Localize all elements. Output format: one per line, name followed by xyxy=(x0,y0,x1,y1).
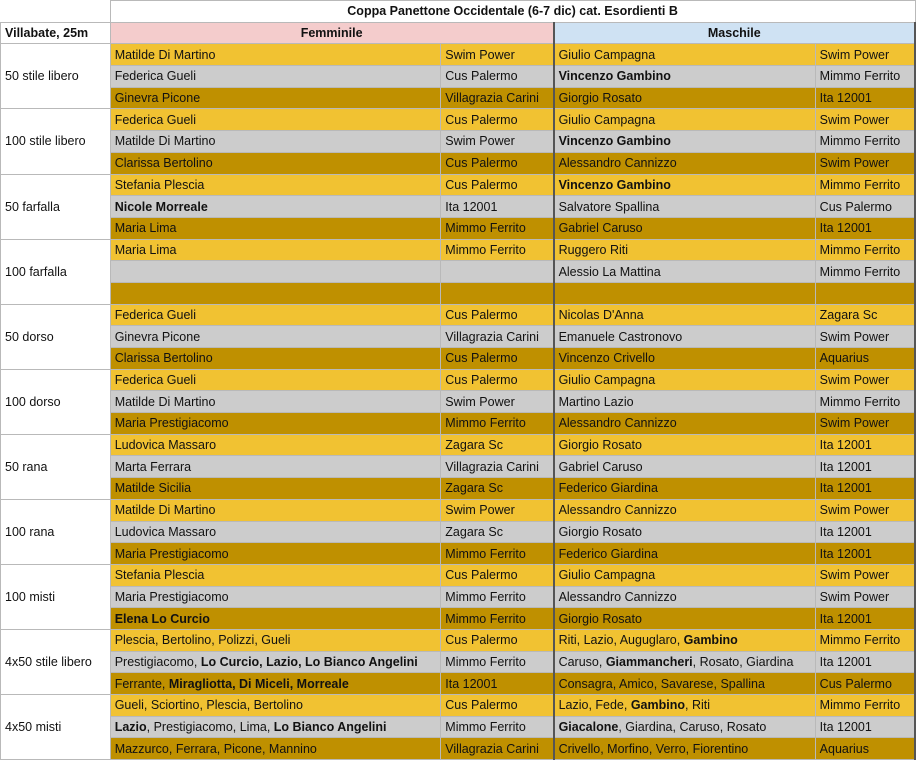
name-text: Giulio Campagna xyxy=(558,568,656,583)
female-team-cell[interactable]: Mimmo Ferrito xyxy=(441,239,554,261)
result-row xyxy=(1,348,916,370)
name-text: Giorgio Rosato xyxy=(558,524,642,539)
male-athlete-cell[interactable] xyxy=(554,66,816,88)
female-team-cell[interactable]: Swim Power xyxy=(441,391,554,413)
male-team-cell[interactable]: Mimmo Ferrito xyxy=(815,695,915,717)
name-text: Federico Giardina xyxy=(558,481,658,496)
female-team-cell[interactable]: Villagrazia Carini xyxy=(441,456,554,478)
female-team-cell[interactable]: Mimmo Ferrito xyxy=(441,608,554,630)
female-team-cell[interactable]: Swim Power xyxy=(441,44,554,66)
name-text: Emanuele Castronovo xyxy=(558,329,683,344)
male-athlete-cell[interactable] xyxy=(554,629,816,651)
result-row xyxy=(1,564,916,586)
name-text: Gabriel Caruso xyxy=(558,221,643,236)
male-team-cell[interactable] xyxy=(815,282,915,304)
title-row xyxy=(1,1,916,23)
event-name[interactable]: 100 dorso xyxy=(1,369,111,434)
female-team-cell[interactable]: Cus Palermo xyxy=(441,369,554,391)
male-team-cell[interactable]: Mimmo Ferrito xyxy=(815,261,915,283)
male-athlete-cell[interactable] xyxy=(554,217,816,239)
male-team-cell[interactable]: Cus Palermo xyxy=(815,196,915,218)
male-athlete-cell[interactable] xyxy=(554,196,816,218)
male-athlete-cell[interactable] xyxy=(554,391,816,413)
female-team-cell[interactable]: Mimmo Ferrito xyxy=(441,413,554,435)
maschile-header[interactable]: Maschile xyxy=(554,22,915,44)
female-team-cell[interactable] xyxy=(441,261,554,283)
female-team-cell[interactable]: Cus Palermo xyxy=(441,348,554,370)
name-text: Matilde Di Martino xyxy=(114,394,216,409)
name-text: Giorgio Rosato xyxy=(558,611,642,626)
result-row xyxy=(1,586,916,608)
event-name[interactable]: 100 stile libero xyxy=(1,109,111,174)
bold-name: Lo Bianco Angelini xyxy=(273,720,387,735)
female-team-cell[interactable]: Cus Palermo xyxy=(441,695,554,717)
male-athlete-cell[interactable] xyxy=(554,369,816,391)
name-text: Vincenzo Crivello xyxy=(558,351,655,366)
female-team-cell[interactable]: Cus Palermo xyxy=(441,152,554,174)
result-row xyxy=(1,44,916,66)
name-text: Stefania Plescia xyxy=(114,568,205,583)
female-athlete-cell[interactable] xyxy=(110,586,441,608)
male-athlete-cell[interactable] xyxy=(554,521,816,543)
male-athlete-cell[interactable] xyxy=(554,716,816,738)
female-athlete-cell[interactable] xyxy=(110,131,441,153)
male-team-cell[interactable]: Swim Power xyxy=(815,109,915,131)
name-text: Plescia, Bertolino, Polizzi, Gueli xyxy=(114,633,291,648)
name-text: Federica Gueli xyxy=(114,69,196,84)
female-athlete-cell[interactable] xyxy=(110,174,441,196)
female-athlete-cell[interactable] xyxy=(110,44,441,66)
name-text: Salvatore Spallina xyxy=(558,199,660,214)
name-text: Maria Lima xyxy=(114,242,177,257)
bold-name: Elena Lo Curcio xyxy=(114,611,210,626)
female-athlete-cell[interactable] xyxy=(110,716,441,738)
female-team-cell[interactable]: Swim Power xyxy=(441,499,554,521)
event-name[interactable]: 50 rana xyxy=(1,434,111,499)
female-team-cell[interactable]: Villagrazia Carini xyxy=(441,738,554,760)
result-row xyxy=(1,543,916,565)
male-athlete-cell[interactable] xyxy=(554,261,816,283)
result-row xyxy=(1,282,916,304)
female-athlete-cell[interactable] xyxy=(110,608,441,630)
result-row xyxy=(1,478,916,500)
bold-name: Vincenzo Gambino xyxy=(558,69,671,84)
name-text: , Riti xyxy=(685,698,710,713)
female-athlete-cell[interactable] xyxy=(110,369,441,391)
name-text: Clarissa Bertolino xyxy=(114,156,213,171)
name-text: , Giardina, Caruso, Rosato xyxy=(618,720,767,735)
header-row xyxy=(1,22,916,44)
result-row xyxy=(1,304,916,326)
male-athlete-cell[interactable] xyxy=(554,586,816,608)
result-row xyxy=(1,673,916,695)
name-text: Ginevra Picone xyxy=(114,91,201,106)
male-athlete-cell[interactable] xyxy=(554,152,816,174)
name-text: Maria Prestigiacomo xyxy=(114,546,229,561)
name-text: Maria Prestigiacomo xyxy=(114,589,229,604)
name-text: Lazio, Fede, xyxy=(558,698,631,713)
male-team-cell[interactable]: Aquarius xyxy=(815,348,915,370)
event-name[interactable]: 100 misti xyxy=(1,564,111,629)
name-text: Matilde Di Martino xyxy=(114,47,216,62)
female-athlete-cell[interactable] xyxy=(110,499,441,521)
female-athlete-cell[interactable] xyxy=(110,152,441,174)
result-row xyxy=(1,261,916,283)
male-athlete-cell[interactable] xyxy=(554,348,816,370)
bold-name: Lazio xyxy=(114,720,147,735)
male-team-cell[interactable]: Ita 12001 xyxy=(815,456,915,478)
bold-name: Miragliotta, Di Miceli, Morreale xyxy=(168,676,349,691)
male-athlete-cell[interactable] xyxy=(554,282,816,304)
male-team-cell[interactable]: Ita 12001 xyxy=(815,651,915,673)
male-team-cell[interactable]: Cus Palermo xyxy=(815,673,915,695)
result-row xyxy=(1,499,916,521)
name-text: Maria Prestigiacomo xyxy=(114,416,229,431)
male-athlete-cell[interactable] xyxy=(554,673,816,695)
name-text: Alessandro Cannizzo xyxy=(558,589,677,604)
male-athlete-cell[interactable] xyxy=(554,499,816,521)
bold-name: Nicole Morreale xyxy=(114,199,208,214)
male-athlete-cell[interactable] xyxy=(554,564,816,586)
female-team-cell[interactable] xyxy=(441,282,554,304)
female-athlete-cell[interactable] xyxy=(110,521,441,543)
result-row xyxy=(1,629,916,651)
femminile-header[interactable]: Femminile xyxy=(110,22,553,44)
name-text: Alessandro Cannizzo xyxy=(558,416,677,431)
name-text: Ludovica Massaro xyxy=(114,524,217,539)
male-team-cell[interactable]: Swim Power xyxy=(815,369,915,391)
event-name[interactable]: 4x50 misti xyxy=(1,695,111,760)
name-text: Nicolas D'Anna xyxy=(558,307,644,322)
male-athlete-cell[interactable] xyxy=(554,651,816,673)
name-text: Clarissa Bertolino xyxy=(114,351,213,366)
event-name[interactable]: 50 farfalla xyxy=(1,174,111,239)
male-athlete-cell[interactable] xyxy=(554,109,816,131)
male-team-cell[interactable]: Ita 12001 xyxy=(815,434,915,456)
male-team-cell[interactable]: Swim Power xyxy=(815,152,915,174)
event-name[interactable]: 100 rana xyxy=(1,499,111,564)
female-athlete-cell[interactable] xyxy=(110,456,441,478)
bold-name: Giammancheri xyxy=(605,654,693,669)
name-text: Giorgio Rosato xyxy=(558,91,642,106)
name-text: Ginevra Picone xyxy=(114,329,201,344)
name-text: , Prestigiacomo, Lima, xyxy=(146,720,274,735)
male-team-cell[interactable]: Mimmo Ferrito xyxy=(815,174,915,196)
female-team-cell[interactable]: Mimmo Ferrito xyxy=(441,716,554,738)
female-team-cell[interactable]: Villagrazia Carini xyxy=(441,87,554,109)
male-team-cell[interactable]: Ita 12001 xyxy=(815,716,915,738)
female-athlete-cell[interactable] xyxy=(110,348,441,370)
result-row xyxy=(1,217,916,239)
name-text: Mazzurco, Ferrara, Picone, Mannino xyxy=(114,741,317,756)
bold-name: Lo Curcio, Lazio, Lo Bianco Angelini xyxy=(200,654,418,669)
female-athlete-cell[interactable] xyxy=(110,413,441,435)
event-name[interactable]: 50 stile libero xyxy=(1,44,111,109)
female-team-cell[interactable]: Ita 12001 xyxy=(441,673,554,695)
male-athlete-cell[interactable] xyxy=(554,478,816,500)
male-athlete-cell[interactable] xyxy=(554,326,816,348)
name-text: Ludovica Massaro xyxy=(114,438,217,453)
female-team-cell[interactable]: Cus Palermo xyxy=(441,304,554,326)
female-athlete-cell[interactable] xyxy=(110,434,441,456)
bold-name: Vincenzo Gambino xyxy=(558,134,671,149)
male-team-cell[interactable]: Ita 12001 xyxy=(815,543,915,565)
name-text: , Rosato, Giardina xyxy=(692,654,794,669)
male-athlete-cell[interactable] xyxy=(554,456,816,478)
male-team-cell[interactable]: Aquarius xyxy=(815,738,915,760)
result-row xyxy=(1,413,916,435)
result-row xyxy=(1,87,916,109)
result-row xyxy=(1,608,916,630)
result-row xyxy=(1,131,916,153)
result-row xyxy=(1,521,916,543)
male-athlete-cell[interactable] xyxy=(554,174,816,196)
name-text: Matilde Di Martino xyxy=(114,503,216,518)
result-row xyxy=(1,738,916,760)
name-text: Alessandro Cannizzo xyxy=(558,503,677,518)
female-athlete-cell[interactable] xyxy=(110,304,441,326)
result-row xyxy=(1,456,916,478)
result-row xyxy=(1,152,916,174)
name-text: Alessio La Mattina xyxy=(558,264,661,279)
name-text: Federica Gueli xyxy=(114,373,196,388)
name-text: Marta Ferrara xyxy=(114,459,192,474)
result-row xyxy=(1,651,916,673)
male-athlete-cell[interactable] xyxy=(554,543,816,565)
female-athlete-cell[interactable] xyxy=(110,478,441,500)
male-team-cell[interactable]: Swim Power xyxy=(815,586,915,608)
sheet-body xyxy=(1,1,916,760)
name-text: Gabriel Caruso xyxy=(558,459,643,474)
male-team-cell[interactable]: Ita 12001 xyxy=(815,521,915,543)
male-team-cell[interactable]: Ita 12001 xyxy=(815,478,915,500)
male-athlete-cell[interactable] xyxy=(554,87,816,109)
male-team-cell[interactable]: Swim Power xyxy=(815,564,915,586)
female-athlete-cell[interactable] xyxy=(110,543,441,565)
result-row xyxy=(1,391,916,413)
female-team-cell[interactable]: Ita 12001 xyxy=(441,196,554,218)
female-athlete-cell[interactable] xyxy=(110,629,441,651)
female-athlete-cell[interactable] xyxy=(110,651,441,673)
female-athlete-cell[interactable] xyxy=(110,66,441,88)
female-athlete-cell[interactable] xyxy=(110,109,441,131)
name-text: Giorgio Rosato xyxy=(558,438,642,453)
female-athlete-cell[interactable] xyxy=(110,326,441,348)
result-row xyxy=(1,239,916,261)
male-athlete-cell[interactable] xyxy=(554,131,816,153)
male-athlete-cell[interactable] xyxy=(554,413,816,435)
name-text: Alessandro Cannizzo xyxy=(558,156,677,171)
female-team-cell[interactable]: Cus Palermo xyxy=(441,629,554,651)
male-athlete-cell[interactable] xyxy=(554,44,816,66)
female-team-cell[interactable]: Mimmo Ferrito xyxy=(441,586,554,608)
female-athlete-cell[interactable] xyxy=(110,391,441,413)
male-athlete-cell[interactable] xyxy=(554,304,816,326)
name-text: Riti, Lazio, Auguglaro, xyxy=(558,633,684,648)
result-row xyxy=(1,369,916,391)
male-team-cell[interactable]: Mimmo Ferrito xyxy=(815,629,915,651)
male-team-cell[interactable]: Zagara Sc xyxy=(815,304,915,326)
male-team-cell[interactable]: Swim Power xyxy=(815,326,915,348)
female-team-cell[interactable]: Zagara Sc xyxy=(441,521,554,543)
female-team-cell[interactable]: Villagrazia Carini xyxy=(441,326,554,348)
result-row xyxy=(1,196,916,218)
male-team-cell[interactable]: Mimmo Ferrito xyxy=(815,239,915,261)
result-row xyxy=(1,716,916,738)
female-athlete-cell[interactable] xyxy=(110,261,441,283)
event-name[interactable]: 50 dorso xyxy=(1,304,111,369)
name-text: Martino Lazio xyxy=(558,394,634,409)
male-team-cell[interactable]: Swim Power xyxy=(815,44,915,66)
female-athlete-cell[interactable] xyxy=(110,282,441,304)
male-team-cell[interactable]: Ita 12001 xyxy=(815,217,915,239)
female-team-cell[interactable]: Cus Palermo xyxy=(441,174,554,196)
name-text: Crivello, Morfino, Verro, Fiorentino xyxy=(558,741,749,756)
female-athlete-cell[interactable] xyxy=(110,217,441,239)
female-athlete-cell[interactable] xyxy=(110,738,441,760)
name-text: Ferrante, xyxy=(114,676,169,691)
female-team-cell[interactable]: Zagara Sc xyxy=(441,434,554,456)
venue-cell[interactable]: Villabate, 25m xyxy=(1,22,111,44)
male-team-cell[interactable]: Mimmo Ferrito xyxy=(815,66,915,88)
female-team-cell[interactable]: Zagara Sc xyxy=(441,478,554,500)
female-team-cell[interactable]: Mimmo Ferrito xyxy=(441,543,554,565)
corner-cell[interactable] xyxy=(1,1,111,23)
male-athlete-cell[interactable] xyxy=(554,738,816,760)
name-text: Giulio Campagna xyxy=(558,47,656,62)
female-team-cell[interactable]: Swim Power xyxy=(441,131,554,153)
bold-name: Gambino xyxy=(683,633,738,648)
female-athlete-cell[interactable] xyxy=(110,239,441,261)
male-athlete-cell[interactable] xyxy=(554,239,816,261)
male-team-cell[interactable]: Swim Power xyxy=(815,413,915,435)
name-text: Stefania Plescia xyxy=(114,177,205,192)
name-text: Ruggero Riti xyxy=(558,242,629,257)
name-text: Federico Giardina xyxy=(558,546,658,561)
male-team-cell[interactable]: Ita 12001 xyxy=(815,87,915,109)
male-team-cell[interactable]: Mimmo Ferrito xyxy=(815,391,915,413)
male-athlete-cell[interactable] xyxy=(554,608,816,630)
female-team-cell[interactable]: Mimmo Ferrito xyxy=(441,651,554,673)
name-text: Maria Lima xyxy=(114,221,177,236)
male-team-cell[interactable]: Mimmo Ferrito xyxy=(815,131,915,153)
result-row xyxy=(1,66,916,88)
name-text: Federica Gueli xyxy=(114,112,196,127)
name-text: Giulio Campagna xyxy=(558,373,656,388)
female-athlete-cell[interactable] xyxy=(110,196,441,218)
bold-name: Vincenzo Gambino xyxy=(558,177,671,192)
name-text: Giulio Campagna xyxy=(558,112,656,127)
female-team-cell[interactable]: Cus Palermo xyxy=(441,66,554,88)
female-team-cell[interactable]: Cus Palermo xyxy=(441,109,554,131)
female-athlete-cell[interactable] xyxy=(110,564,441,586)
result-row xyxy=(1,434,916,456)
male-team-cell[interactable]: Swim Power xyxy=(815,499,915,521)
sheet-title[interactable]: Coppa Panettone Occidentale (6-7 dic) cat. Esordienti B xyxy=(110,1,915,23)
result-row xyxy=(1,695,916,717)
female-team-cell[interactable]: Cus Palermo xyxy=(441,564,554,586)
name-text: Matilde Di Martino xyxy=(114,134,216,149)
name-text: Consagra, Amico, Savarese, Spallina xyxy=(558,676,765,691)
name-text: Federica Gueli xyxy=(114,307,196,322)
male-athlete-cell[interactable] xyxy=(554,434,816,456)
result-row xyxy=(1,109,916,131)
name-text: Gueli, Sciortino, Plescia, Bertolino xyxy=(114,698,303,713)
bold-name: Gambino xyxy=(630,698,685,713)
female-team-cell[interactable]: Mimmo Ferrito xyxy=(441,217,554,239)
bold-name: Giacalone xyxy=(558,720,619,735)
result-row xyxy=(1,326,916,348)
female-athlete-cell[interactable] xyxy=(110,87,441,109)
name-text: Matilde Sicilia xyxy=(114,481,192,496)
name-text: Prestigiacomo, xyxy=(114,654,201,669)
result-row xyxy=(1,174,916,196)
female-athlete-cell[interactable] xyxy=(110,673,441,695)
male-athlete-cell[interactable] xyxy=(554,695,816,717)
event-name[interactable]: 100 farfalla xyxy=(1,239,111,304)
event-name[interactable]: 4x50 stile libero xyxy=(1,629,111,694)
name-text: Caruso, xyxy=(558,654,606,669)
male-team-cell[interactable]: Ita 12001 xyxy=(815,608,915,630)
female-athlete-cell[interactable] xyxy=(110,695,441,717)
